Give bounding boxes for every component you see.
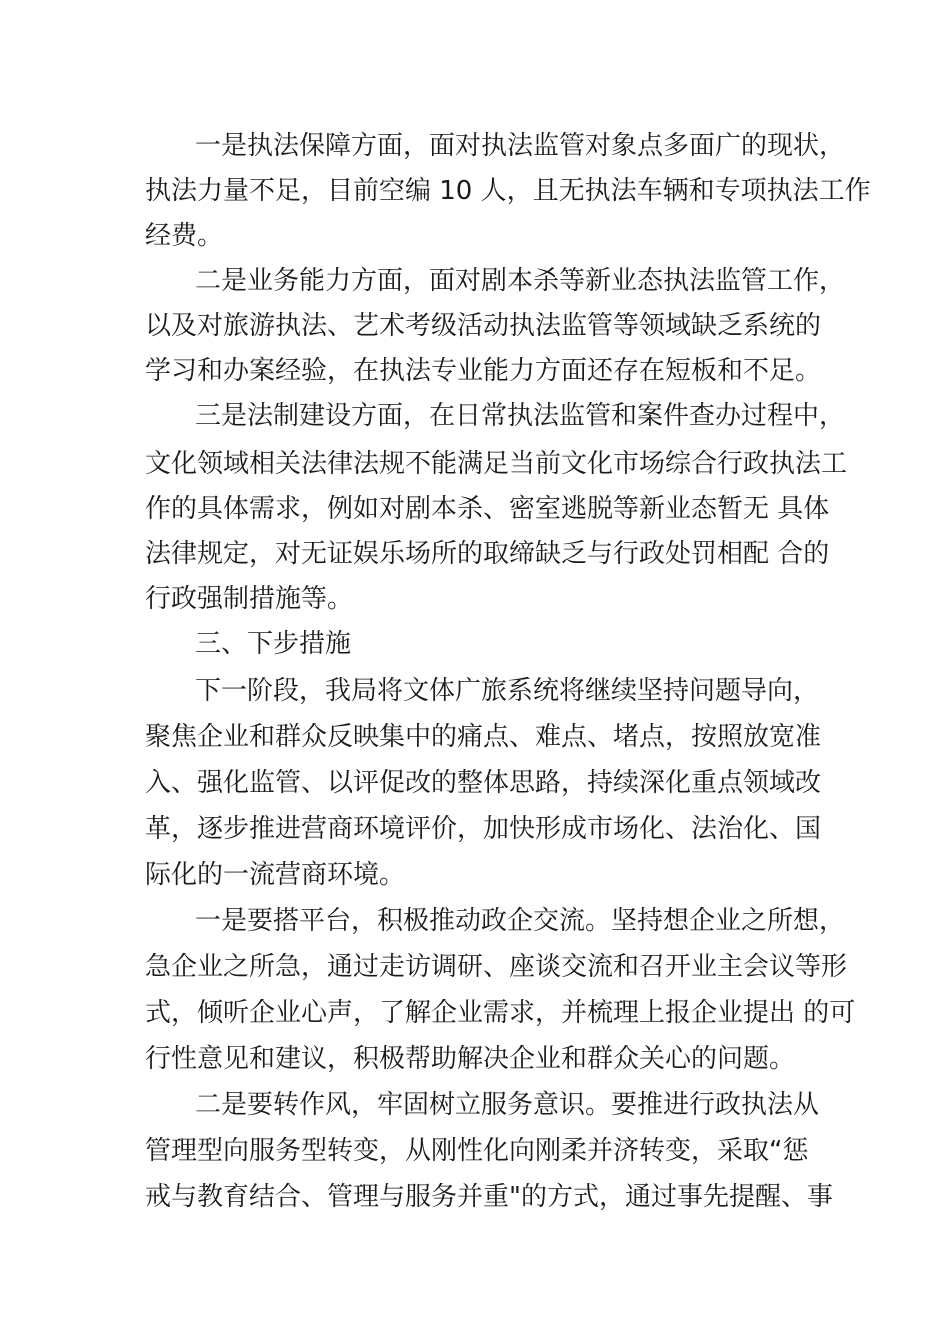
paragraph-5-line-1: 一是要搭平台，积极推动政企交流。坚持想企业之所想，: [195, 906, 846, 936]
paragraph-6-line-2: 管理型向服务型转变，从刚性化向刚柔并济转变，采取“惩: [145, 1136, 809, 1166]
paragraph-5-line-4: 行性意见和建议，积极帮助解决企业和群众关心的问题。: [145, 1044, 796, 1074]
paragraph-2-line-2: 以及对旅游执法、艺术考级活动执法监管等领域缺乏系统的: [145, 311, 822, 341]
paragraph-4-line-3: 入、强化监管、以评促改的整体思路，持续深化重点领域改: [145, 768, 822, 798]
paragraph-3-line-3: 作的具体需求，例如对剧本杀、密室逃脱等新业态暂无 具体: [145, 494, 830, 524]
paragraph-2-line-3: 学习和办案经验，在执法专业能力方面还存在短板和不足。: [145, 356, 822, 386]
paragraph-4-line-2: 聚焦企业和群众反映集中的痛点、难点、堵点，按照放宽准: [145, 722, 822, 752]
paragraph-3-line-4: 法律规定，对无证娱乐场所的取缔缺乏与行政处罚相配 合的: [145, 539, 830, 569]
paragraph-4-line-1: 下一阶段，我局将文体广旅系统将继续坚持问题导向，: [195, 676, 820, 706]
paragraph-1-line-3: 经费。: [145, 221, 224, 251]
paragraph-3-line-5: 行政强制措施等。: [145, 584, 354, 614]
paragraph-5-line-3: 式，倾听企业心声，了解企业需求，并梳理上报企业提出 的可: [145, 998, 856, 1028]
paragraph-4-line-4: 革，逐步推进营商环境评价，加快形成市场化、法治化、国: [145, 814, 822, 844]
section-heading: 三、下步措施: [195, 629, 352, 659]
paragraph-1-line-2: 执法力量不足，目前空编 10 人，且无执法车辆和专项执法工作: [145, 176, 871, 206]
paragraph-3-line-1: 三是法制建设方面，在日常执法监管和案件查办过程中，: [195, 401, 846, 431]
paragraph-3-line-2: 文化领域相关法律法规不能满足当前文化市场综合行政执法工: [145, 449, 848, 479]
paragraph-4-line-5: 际化的一流营商环境。: [145, 860, 406, 890]
paragraph-5-line-2: 急企业之所急，通过走访调研、座谈交流和召开业主会议等形: [145, 952, 848, 982]
paragraph-6-line-1: 二是要转作风，牢固树立服务意识。要推进行政执法从: [195, 1090, 820, 1120]
paragraph-1-line-1: 一是执法保障方面，面对执法监管对象点多面广的现状，: [195, 131, 846, 161]
paragraph-2-line-1: 二是业务能力方面，面对剧本杀等新业态执法监管工作，: [195, 266, 846, 296]
paragraph-6-line-3: 戒与教育结合、管理与服务并重"的方式，通过事先提醒、事: [145, 1182, 833, 1212]
